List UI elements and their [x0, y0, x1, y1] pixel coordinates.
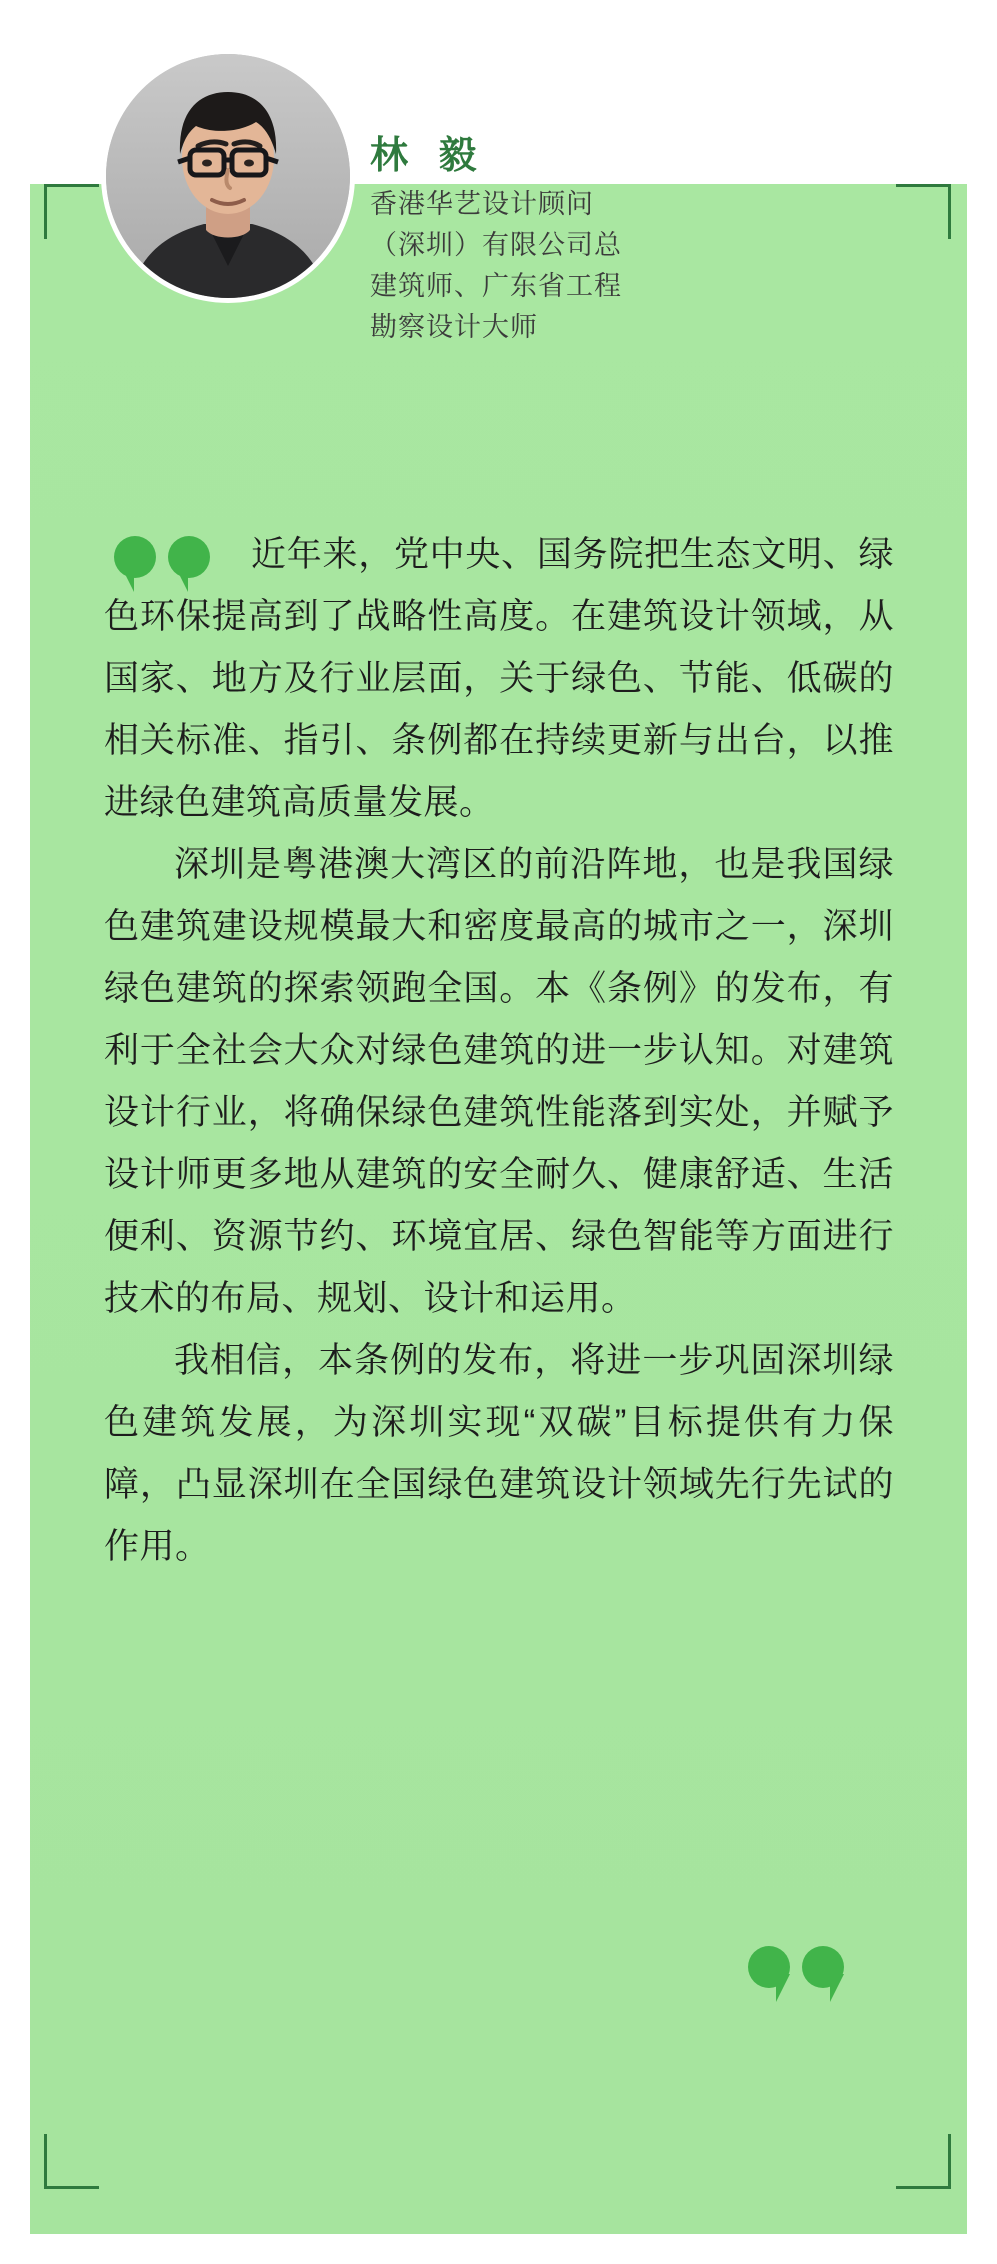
quote-paragraph: 我相信，本条例的发布，将进一步巩固深圳绿色建筑发展，为深圳实现“双碳”目标提供有力保障，凸显深圳在全国绿色建筑设计领域先行先试的作用。	[104, 1341, 894, 1566]
quote-card	[30, 135, 967, 2234]
profile-title-line: 建筑师、广东省工程	[370, 271, 622, 301]
profile-header	[30, 135, 967, 484]
profile-name: 林 毅	[370, 135, 487, 177]
profile-title	[370, 184, 670, 348]
quote-paragraph: 深圳是粤港澳大湾区的前沿阵地，也是我国绿色建筑建设规模最大和密度最高的城市之一，深圳绿色建筑的探索领跑全国。本《条例》的发布，有利于全社会大众对绿色建筑的进一步认知。对建筑设计行业，将确保绿色建筑性能落到实处，并赋予设计师更多地从建筑的安全耐久、健康舒适、生活便利、资源节约、环境宜居、绿色智能等方面进行技术的布局、规划、设计和运用。	[104, 845, 894, 1318]
profile-title-line: （深圳）有限公司总	[370, 230, 622, 260]
profile-title-line: 香港华艺设计顾问	[370, 189, 594, 219]
quote-paragraph: 近年来，党中央、国务院把生态文明、绿色环保提高到了战略性高度。在建筑设计领域，从国家、地方及行业层面，关于绿色、节能、低碳的相关标准、指引、条例都在持续更新与出台，以推进绿色建筑高质量发展。	[104, 535, 894, 822]
quote-close-icon	[748, 1946, 844, 2002]
quote-body	[104, 524, 894, 1578]
avatar	[106, 54, 350, 298]
profile-title-line: 勘察设计大师	[370, 312, 538, 342]
